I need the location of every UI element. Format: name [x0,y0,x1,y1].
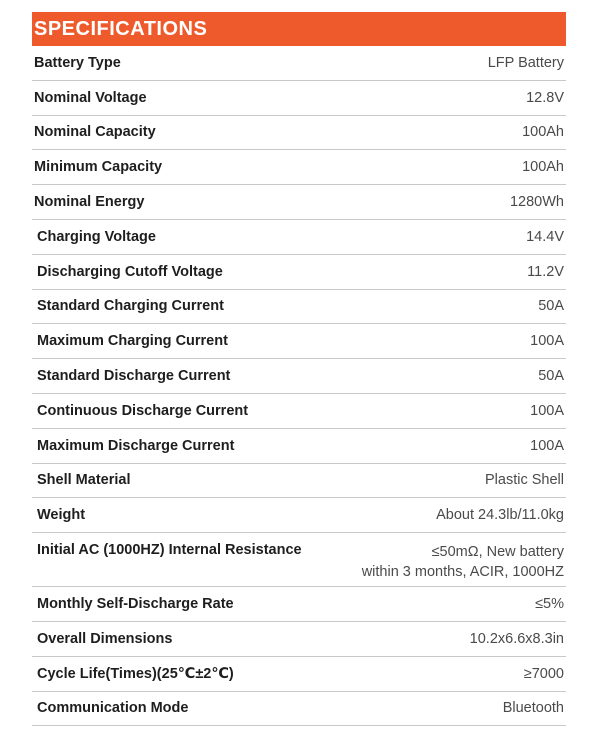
spec-row-nominal-capacity [32,116,566,151]
spec-row-nominal-energy [32,185,566,220]
spec-label: Nominal Voltage [34,89,147,106]
spec-row-internal-resistance [32,533,566,587]
spec-value: 100A [530,402,564,419]
spec-label: Minimum Capacity [34,159,163,176]
spec-value: About 24.3lb/11.0kg [436,507,564,524]
spec-label: Nominal Energy [34,194,145,211]
spec-value: ≤5% [535,596,564,613]
spec-value: 100A [530,437,564,454]
spec-value: 12.8V [526,89,564,106]
spec-value: 10.2x6.6x8.3in [469,630,564,647]
page-title: SPECIFICATIONS [34,17,208,40]
spec-label: Initial AC (1000HZ) Internal Resistance [37,542,302,559]
spec-row-weight [32,498,566,533]
spec-value [362,542,566,582]
spec-value: 14.4V [526,228,564,245]
spec-label: Charging Voltage [37,228,156,245]
spec-row-maximum-charging-current [32,324,566,359]
spec-value: 11.2V [527,263,564,280]
spec-value: Bluetooth [502,700,564,717]
spec-row-battery-type [32,46,566,81]
spec-row-cycle-life [32,657,566,692]
spec-value: Plastic Shell [485,472,564,489]
spec-label: Nominal Capacity [34,124,156,141]
spec-value-line-1: ≤50mΩ, New battery [431,544,564,561]
spec-label: Discharging Cutoff Voltage [37,263,223,280]
spec-row-discharging-cutoff-voltage [32,255,566,290]
spec-value: 100A [530,333,564,350]
spec-value: 100Ah [522,159,564,176]
spec-row-monthly-self-discharge [32,587,566,622]
spec-row-minimum-capacity [32,150,566,185]
spec-label: Overall Dimensions [37,630,173,647]
spec-row-shell-material [32,464,566,499]
spec-row-standard-charging-current [32,290,566,325]
spec-label: Monthly Self-Discharge Rate [37,596,234,613]
specifications-header [32,12,566,46]
spec-value: 100Ah [522,124,564,141]
spec-label: Maximum Discharge Current [37,437,235,454]
spec-label: Continuous Discharge Current [37,402,249,419]
specifications-table [32,46,566,726]
spec-label: Communication Mode [37,700,189,717]
spec-value: 50A [538,368,564,385]
spec-row-overall-dimensions [32,622,566,657]
spec-row-nominal-voltage [32,81,566,116]
spec-value: 1280Wh [509,194,564,211]
spec-label: Weight [37,507,86,524]
spec-row-maximum-discharge-current [32,429,566,464]
spec-label: Cycle Life(Times)(25℃±2℃) [37,665,234,682]
spec-label: Shell Material [37,472,131,489]
spec-row-charging-voltage [32,220,566,255]
spec-value: 50A [538,298,564,315]
spec-row-standard-discharge-current [32,359,566,394]
spec-label: Battery Type [34,54,121,71]
spec-label: Standard Charging Current [37,298,224,315]
spec-row-communication-mode [32,692,566,727]
spec-value: ≥7000 [523,665,564,682]
spec-row-continuous-discharge-current [32,394,566,429]
spec-label: Maximum Charging Current [37,333,228,350]
spec-label: Standard Discharge Current [37,368,231,385]
spec-value-line-2: within 3 months, ACIR, 1000HZ [361,564,564,581]
spec-value: LFP Battery [487,54,564,71]
